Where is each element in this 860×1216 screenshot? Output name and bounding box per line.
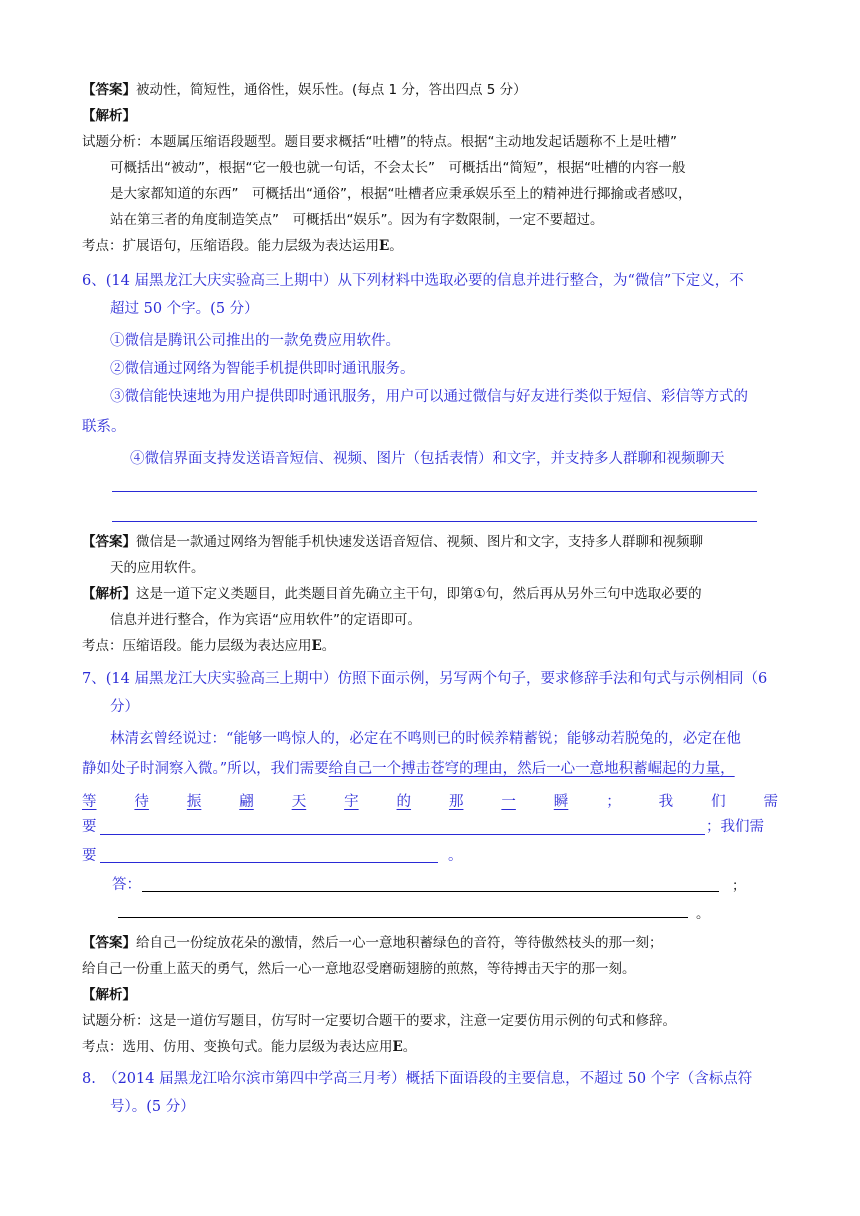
answer-blank-line[interactable] (118, 917, 688, 918)
question-7-stem: 7、(14 届黑龙江大庆实验高三上期中）仿照下面示例，另写两个句子，要求修辞手法和句式与示例相同（6 (82, 671, 768, 687)
separator: 。 (696, 906, 710, 922)
analysis-tag: 【解析】 (82, 108, 136, 124)
answer-text: 给自己一份重上蓝天的勇气，然后一心一意地忍受磨砺翅膀的煎熬，等待搏击天宇的那一刻。 (82, 961, 636, 977)
example-text: 要 (82, 819, 97, 835)
kaodian-line: 考点：扩展语句，压缩语段。能力层级为表达运用E。 (82, 238, 403, 254)
answer-text: 被动性，简短性，通俗性，娱乐性。(每点 1 分，答出四点 5 分） (136, 82, 527, 98)
analysis-line: 【解析】这是一道下定义类题目，此类题目首先确立主干句，即第①句，然后再从另外三句中选取必要的 (82, 586, 702, 602)
analysis-text: 试题分析：本题属压缩语段题型。题目要求概括“吐槽”的特点。根据“主动地发起话题称不上是吐槽” (82, 134, 677, 150)
material-item: ②微信通过网络为智能手机提供即时通讯服务。 (110, 361, 415, 377)
analysis-text: 可概括出“被动”，根据“它一般也就一句话，不会太长” 可概括出“简短”，根据“吐槽的内容一般 (110, 160, 686, 176)
question-8-stem: 号）。(5 分） (110, 1099, 195, 1115)
example-text: ；我们需 (706, 819, 764, 835)
question-6-stem: 6、(14 届黑龙江大庆实验高三上期中）从下列材料中选取必要的信息并进行整合，为“微信”下定义，不 (82, 273, 744, 289)
analysis-text: 站在第三者的角度制造笑点” 可概括出“娱乐”。因为有字数限制，一定不要超过。 (110, 212, 604, 228)
analysis-text: 试题分析：这是一道仿写题目，仿写时一定要切合题干的要求，注意一定要仿用示例的句式和修辞。 (82, 1013, 676, 1029)
example-text: 静如处子时洞察入微。”所以，我们需要给自己一个搏击苍穹的理由，然后一心一意地积蓄崛起的力量， (82, 761, 735, 777)
material-item: ④微信界面支持发送语音短信、视频、图片（包括表情）和文字，并支持多人群聊和视频聊天 (130, 451, 725, 467)
example-underlined: 给自己一个搏击苍穹的理由，然后一心一意地积蓄崛起的力量， (328, 761, 735, 777)
example-text: 。 (448, 848, 463, 864)
fill-blank-line[interactable] (100, 862, 438, 863)
analysis-text: 信息并进行整合，作为宾语“应用软件”的定语即可。 (110, 612, 421, 628)
analysis-tag: 【解析】 (82, 987, 136, 1003)
answer-text: 天的应用软件。 (110, 560, 205, 576)
answer-line: 【答案】给自己一份绽放花朵的激情，然后一心一意地积蓄绿色的音符，等待傲然枝头的那一刻； (82, 935, 663, 951)
material-item: ③微信能快速地为用户提供即时通讯服务，用户可以通过微信与好友进行类似于短信、彩信等方式的 (110, 389, 748, 405)
example-spread-line: 等 待 振 翩 天 宇 的 那 一 瞬 ； 我 们 需 (82, 794, 778, 810)
question-7-stem: 分） (110, 699, 139, 715)
example-text: 林清玄曾经说过：“能够一鸣惊人的，必定在不鸣则已的时候养精蓄锐；能够动若脱兔的，必定在他 (110, 731, 741, 747)
answer-tag: 【答案】 (82, 82, 136, 98)
kaodian-line: 考点：压缩语段。能力层级为表达应用E。 (82, 638, 336, 654)
answer-blank-line[interactable] (142, 891, 719, 892)
answer-blank-line[interactable] (112, 521, 757, 522)
answer-line (82, 84, 527, 98)
fill-blank-line[interactable] (100, 834, 705, 835)
example-text: 要 (82, 848, 97, 864)
question-6-stem: 超过 50 个字。(5 分） (110, 301, 259, 317)
question-8-stem: 8. （2014 届黑龙江哈尔滨市第四中学高三月考）概括下面语段的主要信息，不超过 50 个字（含标点符 (82, 1071, 753, 1087)
answer-blank-line[interactable] (112, 491, 757, 492)
kaodian-line: 考点：选用、仿用、变换句式。能力层级为表达应用E。 (82, 1039, 417, 1055)
answer-prompt: 答： (112, 877, 141, 893)
material-item: 联系。 (82, 419, 126, 435)
answer-line: 【答案】微信是一款通过网络为智能手机快速发送语音短信、视频、图片和文字，支持多人群聊和视频聊 (82, 534, 703, 550)
separator: ； (732, 878, 746, 894)
material-item: ①微信是腾讯公司推出的一款免费应用软件。 (110, 333, 400, 349)
analysis-text: 是大家都知道的东西” 可概括出“通俗”，根据“吐槽者应秉承娱乐至上的精神进行揶揄或者感叹， (110, 186, 692, 202)
